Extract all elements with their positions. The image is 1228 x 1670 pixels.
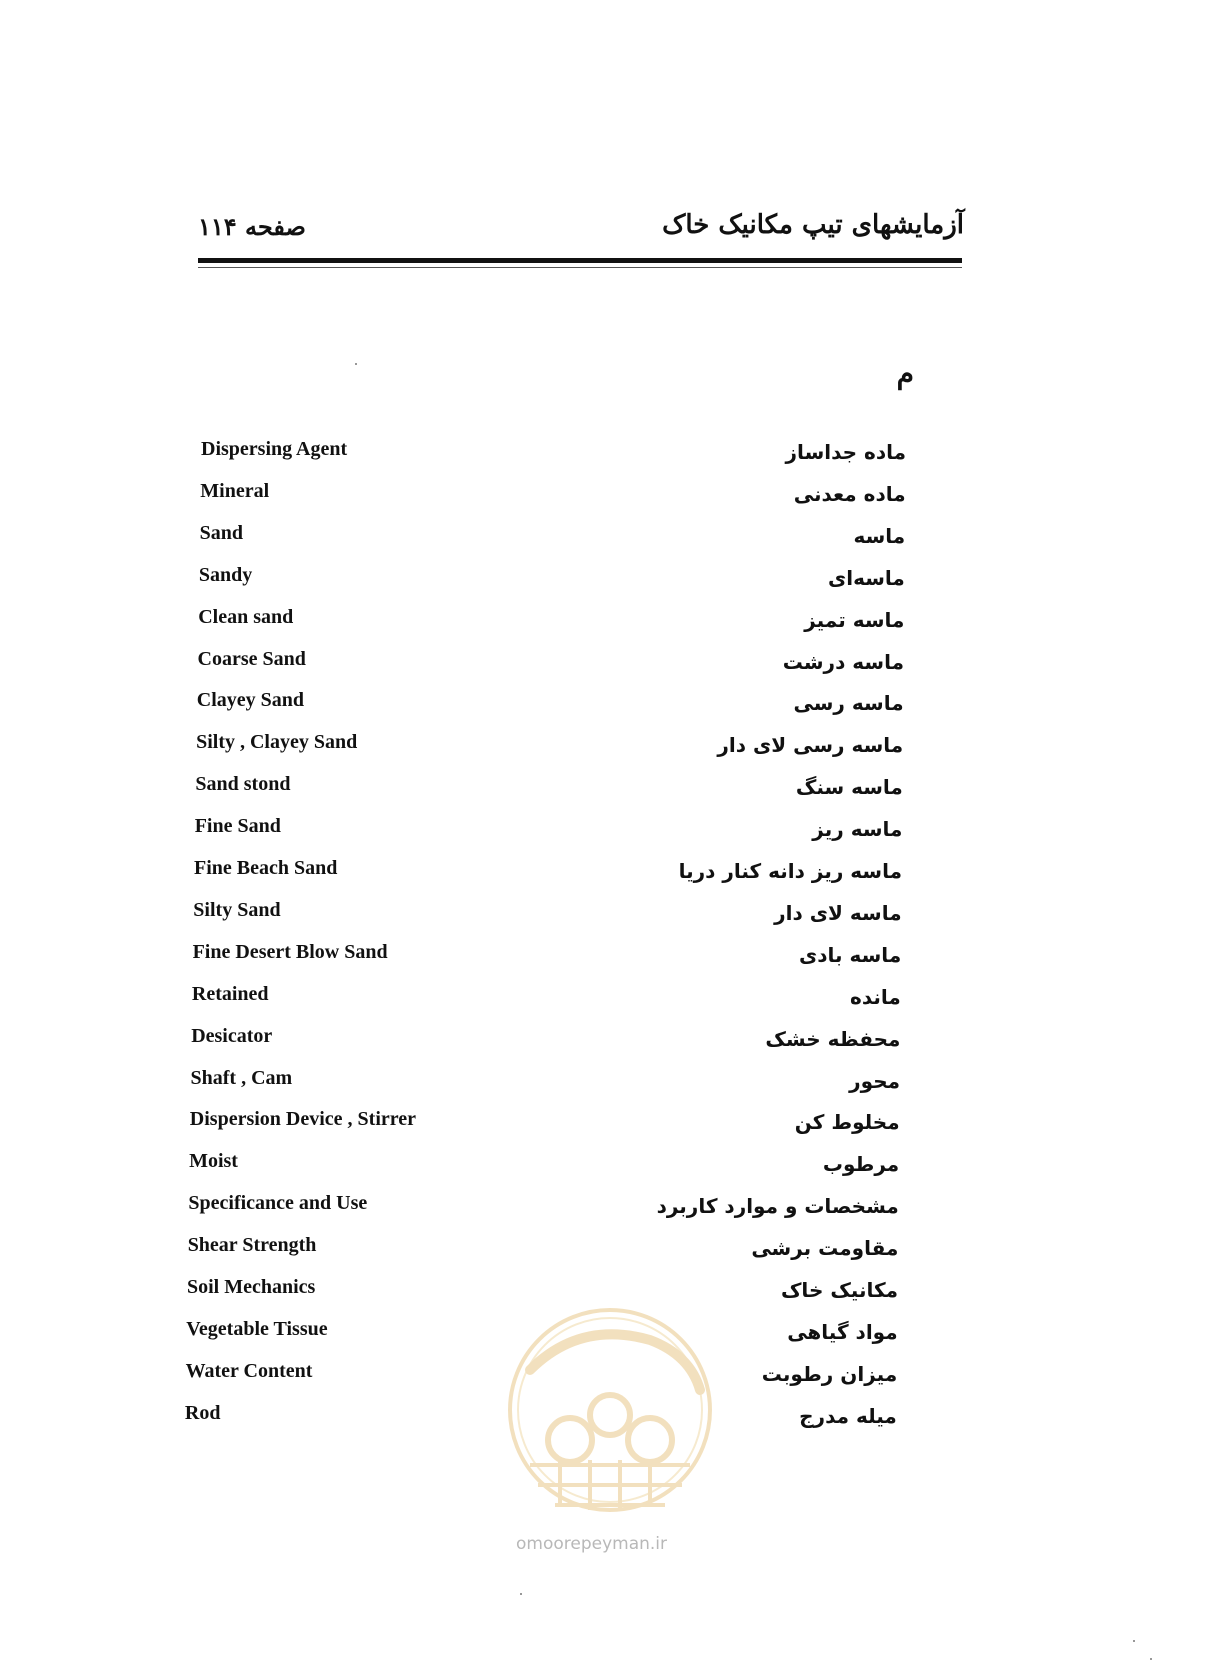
glossary-row bbox=[0, 1104, 1228, 1144]
term-english: Vegetable Tissue bbox=[186, 1317, 328, 1340]
glossary-row bbox=[0, 1063, 1228, 1103]
glossary-row bbox=[0, 685, 1228, 725]
term-english: Sandy bbox=[198, 563, 253, 586]
glossary-row bbox=[0, 1188, 1228, 1228]
term-english: Clean sand bbox=[198, 605, 294, 628]
page-number: صفحه ۱۱۴ bbox=[198, 212, 306, 241]
glossary-row bbox=[0, 853, 1228, 893]
term-persian: ماسه ریز دانه کنار دریا bbox=[678, 859, 902, 883]
term-persian: محور bbox=[849, 1068, 900, 1093]
glossary-row bbox=[0, 1146, 1228, 1186]
term-english: Fine Desert Blow Sand bbox=[192, 940, 388, 963]
glossary-row bbox=[0, 979, 1228, 1019]
term-english: Fine Sand bbox=[194, 815, 281, 838]
term-english: Coarse Sand bbox=[197, 647, 306, 670]
term-persian: ماسه رسی bbox=[793, 691, 904, 716]
watermark-url: omoorepeyman.ir bbox=[516, 1534, 668, 1554]
term-english: Shaft , Cam bbox=[190, 1066, 293, 1089]
term-persian: ماسه درشت bbox=[782, 649, 904, 674]
term-persian: ماده جداساز bbox=[785, 440, 906, 464]
term-persian: ماسه تمیز bbox=[804, 607, 905, 632]
section-letter: م bbox=[896, 357, 914, 390]
term-persian: مرطوب bbox=[822, 1152, 900, 1177]
page-header-title: آزمایشهای تیپ مکانیک خاک bbox=[662, 210, 964, 240]
term-english: Water Content bbox=[185, 1359, 313, 1382]
term-english: Clayey Sand bbox=[196, 689, 305, 712]
term-persian: ماسه رسی لای دار bbox=[717, 733, 904, 758]
glossary-row bbox=[0, 727, 1228, 767]
term-english: Soil Mechanics bbox=[187, 1276, 316, 1298]
term-persian: ماسه بادی bbox=[798, 942, 902, 967]
term-persian: مواد گیاهی bbox=[787, 1319, 898, 1344]
watermark-logo bbox=[500, 1300, 720, 1540]
scan-speck bbox=[520, 1593, 522, 1595]
scan-speck bbox=[1133, 1640, 1135, 1642]
term-english: Sand bbox=[199, 521, 243, 544]
term-persian: ماسه سنگ bbox=[795, 775, 903, 800]
term-persian: مشخصات و موارد کاربرد bbox=[656, 1194, 899, 1219]
term-persian: مکانیک خاک bbox=[780, 1278, 898, 1302]
term-persian: مخلوط کن bbox=[794, 1110, 900, 1135]
term-english: Moist bbox=[189, 1150, 238, 1173]
term-persian: ماده معدنی bbox=[793, 481, 906, 506]
term-persian: میله مدرج bbox=[799, 1403, 897, 1428]
term-english: Silty Sand bbox=[193, 898, 281, 921]
scan-speck bbox=[355, 363, 357, 365]
glossary-row bbox=[0, 1230, 1228, 1270]
glossary-row bbox=[0, 895, 1228, 935]
glossary-row bbox=[0, 560, 1228, 600]
term-persian: ماسه لای دار bbox=[774, 900, 902, 925]
term-english: Fine Beach Sand bbox=[194, 857, 338, 879]
glossary-row bbox=[0, 811, 1228, 851]
scan-speck bbox=[1150, 1658, 1152, 1660]
glossary-row bbox=[0, 518, 1228, 558]
term-persian: مقاومت برشی bbox=[751, 1236, 899, 1261]
term-persian: محفظه خشک bbox=[765, 1026, 901, 1051]
term-persian: مانده bbox=[850, 984, 901, 1009]
term-english: Silty , Clayey Sand bbox=[196, 731, 358, 754]
term-english: Retained bbox=[191, 982, 269, 1005]
glossary-row bbox=[0, 434, 1228, 474]
glossary-row bbox=[0, 769, 1228, 809]
term-persian: ماسه‌ای bbox=[827, 565, 905, 590]
term-english: Specificance and Use bbox=[188, 1192, 368, 1215]
glossary-row bbox=[0, 1021, 1228, 1061]
term-english: Sand stond bbox=[195, 773, 291, 796]
term-persian: میزان رطوبت bbox=[761, 1361, 898, 1386]
term-english: Shear Strength bbox=[187, 1234, 317, 1257]
term-english: Mineral bbox=[200, 479, 270, 502]
term-persian: ماسه ریز bbox=[812, 817, 903, 842]
term-english: Dispersing Agent bbox=[201, 438, 348, 460]
term-persian: ماسه bbox=[853, 523, 906, 548]
glossary-row bbox=[0, 476, 1228, 516]
term-english: Dispersion Device , Stirrer bbox=[189, 1108, 417, 1131]
term-english: Rod bbox=[184, 1401, 221, 1424]
glossary-row bbox=[0, 937, 1228, 977]
glossary-row bbox=[0, 644, 1228, 684]
glossary-row bbox=[0, 602, 1228, 642]
term-english: Desicator bbox=[191, 1024, 273, 1047]
